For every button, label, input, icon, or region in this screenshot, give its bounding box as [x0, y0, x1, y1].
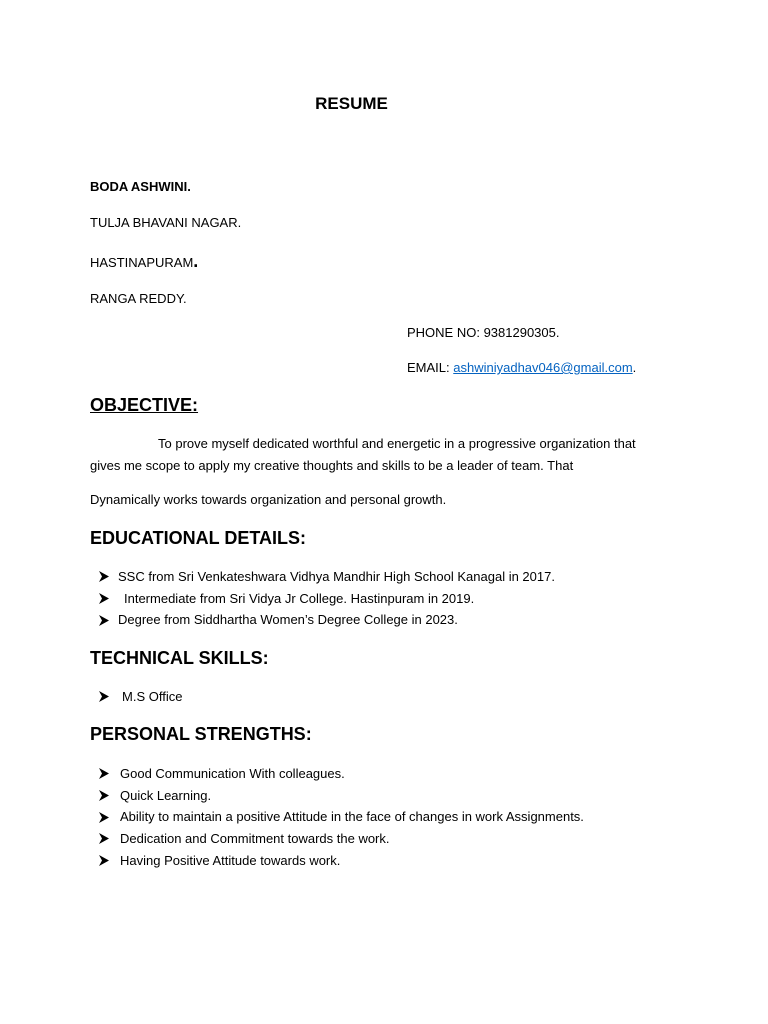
page-title: RESUME	[315, 94, 388, 113]
arrow-bullet-icon	[98, 571, 118, 582]
objective-line-3: Dynamically works towards organization and personal growth.	[90, 492, 447, 507]
technical-list	[98, 686, 182, 708]
phone-number: PHONE NO: 9381290305.	[407, 325, 560, 340]
address-line-3: RANGA REDDY.	[90, 291, 187, 306]
address-line-2-dot: .	[193, 251, 199, 271]
objective-paragraph	[90, 433, 690, 477]
address-line-2	[90, 252, 198, 270]
objective-line-1: To prove myself dedicated worthful and energetic in a progressive organization that	[158, 436, 636, 451]
list-item: Quick Learning.	[98, 785, 584, 807]
list-item: Intermediate from Sri Vidya Jr College. Hastinpuram in 2019.	[98, 588, 555, 610]
list-item: M.S Office	[98, 686, 182, 708]
arrow-bullet-icon	[98, 790, 118, 801]
objective-line-2: gives me scope to apply my creative thoughts and skills to be a leader of team. That	[90, 458, 574, 473]
education-list	[98, 566, 555, 631]
email-line	[407, 360, 636, 375]
candidate-name: BODA ASHWINI.	[90, 179, 191, 194]
strengths-list	[98, 763, 584, 871]
arrow-bullet-icon	[98, 593, 118, 604]
address-line-1: TULJA BHAVANI NAGAR.	[90, 215, 242, 230]
arrow-bullet-icon	[98, 691, 118, 702]
arrow-bullet-icon	[98, 812, 118, 823]
address-line-2-text: HASTINAPURAM	[90, 255, 194, 270]
list-item: SSC from Sri Venkateshwara Vidhya Mandhir High School Kanagal in 2017.	[98, 566, 555, 588]
list-item: Ability to maintain a positive Attitude in the face of changes in work Assignments.	[98, 806, 584, 828]
list-item: Degree from Siddhartha Women’s Degree College in 2023.	[98, 609, 555, 631]
arrow-bullet-icon	[98, 855, 118, 866]
list-item: Dedication and Commitment towards the work.	[98, 828, 584, 850]
arrow-bullet-icon	[98, 833, 118, 844]
strengths-heading: PERSONAL STRENGTHS:	[90, 724, 312, 744]
objective-heading: OBJECTIVE:	[90, 395, 199, 415]
email-link[interactable]: ashwiniyadhav046@gmail.com	[453, 360, 633, 375]
list-item: Having Positive Attitude towards work.	[98, 850, 584, 872]
education-heading: EDUCATIONAL DETAILS:	[90, 528, 306, 548]
arrow-bullet-icon	[98, 768, 118, 779]
technical-heading: TECHNICAL SKILLS:	[90, 648, 269, 668]
email-label: EMAIL:	[407, 360, 454, 375]
arrow-bullet-icon	[98, 615, 118, 626]
list-item: Good Communication With colleagues.	[98, 763, 584, 785]
email-suffix: .	[632, 360, 637, 375]
